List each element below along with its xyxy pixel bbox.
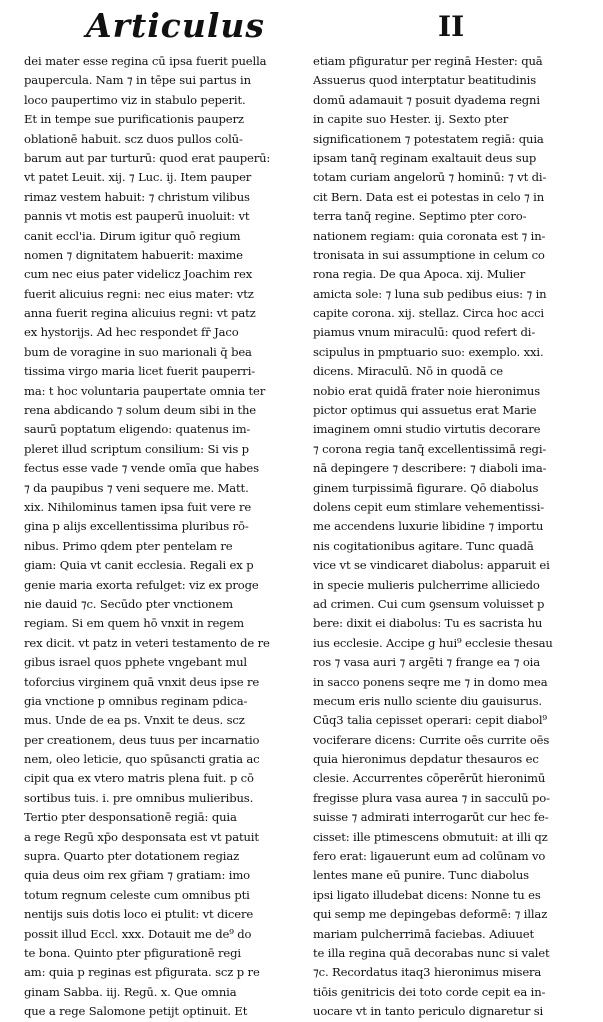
text-line: ginem turpissimā figurare. Qō diabolus bbox=[313, 480, 539, 495]
text-line: vt patet Leuit. xij. ⁊ Luc. ij. Item pauper bbox=[24, 170, 252, 185]
text-line: dicens. Miraculū. Nō in quodā ce bbox=[313, 364, 503, 379]
text-line: totum regnum celeste cum omnibus pti bbox=[24, 887, 250, 902]
text-line: genie maria exorta refulget: viz ex proge bbox=[24, 577, 259, 592]
text-line: supra. Quarto pter dotationem regiaz bbox=[24, 849, 240, 864]
text-line: pictor optimus qui assuetus erat Marie bbox=[313, 403, 537, 418]
text-line: in sacco ponens seqre me ⁊ in domo mea bbox=[313, 674, 548, 689]
text-line: nomen ⁊ dignitatem habuerit: maxime bbox=[24, 247, 243, 262]
left-column bbox=[24, 52, 299, 1022]
text-line: te bona. Quinto pter pfigurationē regi bbox=[24, 945, 241, 960]
text-line: cit Bern. Data est ei potestas in celo ⁊ in bbox=[313, 189, 545, 204]
text-line: domū adamauit ⁊ posuit dyadema regni bbox=[313, 92, 540, 107]
text-line: imaginem omni studio virtutis decorare bbox=[313, 422, 541, 437]
text-line: ipsi ligato illudebat dicens: Nonne tu es bbox=[313, 887, 541, 902]
text-line: ⁊c. Recordatus itaq3 hieronimus misera bbox=[313, 965, 542, 980]
text-line: loco paupertimo viz in stabulo peperit. bbox=[24, 92, 246, 107]
text-line: nis cogitationibus agitare. Tunc quadā bbox=[313, 538, 534, 553]
text-line: nationem regiam: quia coronata est ⁊ in- bbox=[313, 228, 546, 243]
text-line: te illa regina quā decorabas nunc si valet bbox=[313, 945, 550, 960]
text-line: tissima virgo maria licet fuerit pauperri- bbox=[24, 364, 256, 379]
text-line: rena abdicando ⁊ solum deum sibi in the bbox=[24, 403, 257, 418]
text-line: cisset: ille ptimescens obmutuit: at illi qz bbox=[313, 829, 548, 844]
text-line: pleret illud scriptum consilium: Si vis p bbox=[24, 441, 249, 456]
text-line: nobio erat quidā frater noie hieronimus bbox=[313, 383, 541, 398]
text-line: ros ⁊ vasa auri ⁊ argēti ⁊ frange ea ⁊ oia bbox=[313, 655, 541, 670]
text-line: tronisata in sui assumptione in celum co bbox=[313, 247, 545, 262]
text-line: rex dicit. vt patz in veteri testamento de re bbox=[24, 635, 270, 650]
text-line: mus. Unde de ea ps. Vnxit te deus. scz bbox=[24, 713, 245, 728]
text-line: terra tanq̄ regine. Septimo pter coro- bbox=[313, 209, 527, 224]
text-line: paupercula. Nam ⁊ in tēpe sui partus in bbox=[24, 73, 251, 88]
text-line: ginam Sabba. iij. Regū. x. Que omnia bbox=[24, 984, 237, 999]
text-line: ius ecclesie. Accipe g hui⁹ ecclesie thesau bbox=[313, 635, 553, 650]
text-line: clesie. Accurrentes cōperērūt hieronimū bbox=[313, 771, 546, 786]
text-line: gia vnctione p omnibus reginam pdica- bbox=[24, 693, 248, 708]
text-line: fregisse plura vasa aurea ⁊ in sacculū po- bbox=[313, 790, 550, 805]
text-line: nem, oleo leticie, quo spūsancti gratia ac bbox=[24, 752, 260, 767]
text-line: capite corona. xij. stellaz. Circa hoc acci bbox=[313, 306, 544, 321]
text-line: nibus. Primo qdem pter pentelam re bbox=[24, 538, 233, 553]
text-line: que a rege Salomone petijt optinuit. Et bbox=[24, 1004, 248, 1019]
text-line: rimaz vestem habuit: ⁊ christum vilibus bbox=[24, 189, 250, 204]
text-line: piamus vnum miraculū: quod refert di- bbox=[313, 325, 536, 340]
text-line: qui semp me depingebas deformē: ⁊ illaz bbox=[313, 907, 548, 922]
text-line: Assuerus quod interptatur beatitudinis bbox=[313, 73, 537, 88]
text-line: fero erat: ligauerunt eum ad colūnam vo bbox=[313, 849, 546, 864]
text-line: ad crimen. Cui cum ꝯsensum voluisset p bbox=[313, 596, 545, 611]
text-line: vociferare dicens: Currite oēs currite oēs bbox=[313, 732, 550, 747]
text-line: ma: t hoc voluntaria paupertate omnia ter bbox=[24, 383, 266, 398]
text-line: etiam pfiguratur per reginā Hester: quā bbox=[313, 54, 543, 68]
text-line: Et in tempe sue purificationis pauperz bbox=[24, 112, 244, 127]
text-line: mariam pulcherrimā faciebas. Adiuuet bbox=[313, 926, 535, 941]
text-line: nā depingere ⁊ describere: ⁊ diaboli ima- bbox=[313, 461, 547, 476]
text-line: regiam. Si em quem hō vnxit in regem bbox=[24, 616, 244, 631]
text-line: Cūq3 talia cepisset operari: cepit diabol⁹ bbox=[313, 713, 547, 728]
text-line: scipulus in pmptuario suo: exemplo. xxi. bbox=[313, 344, 544, 359]
text-line: vice vt se vindicaret diabolus: apparuit ei bbox=[313, 558, 550, 573]
text-line: suisse ⁊ admirati interrogarūt cur hec fe- bbox=[313, 810, 549, 825]
text-line: fectus esse vade ⁊ vende omīa que habes bbox=[24, 461, 259, 476]
text-line: oblationē habuit. scz duos pullos colū- bbox=[24, 131, 243, 146]
text-line: per creationem, deus tuus per incarnatio bbox=[24, 732, 260, 747]
text-line: canit eccl'ia. Dirum igitur quō regium bbox=[24, 228, 241, 243]
text-line: a rege Regū xp̄o desponsata est vt patuit bbox=[24, 829, 259, 844]
text-line: mecum eris nullo sciente diu gauisurus. bbox=[313, 693, 542, 708]
text-line: barum aut par turturū: quod erat pauperū: bbox=[24, 150, 271, 165]
text-line: tiōis genitricis dei toto corde cepit ea in- bbox=[313, 984, 546, 999]
text-line: amicta sole: ⁊ luna sub pedibus eius: ⁊ in bbox=[313, 286, 547, 301]
running-title: Articulus bbox=[86, 6, 265, 45]
text-line: Tertio pter desponsationē regiā: quia bbox=[24, 810, 237, 825]
text-line: me accendens luxurie libidine ⁊ importu bbox=[313, 519, 544, 534]
text-line: toforcius virginem quā vnxit deus ipse re bbox=[24, 674, 260, 689]
text-line: gibus israel quos pphete vngebant mul bbox=[24, 655, 247, 670]
text-line: bum de voragine in suo marionali q̄ bea bbox=[24, 344, 252, 359]
text-line: xix. Nihilominus tamen ipsa fuit vere re bbox=[24, 499, 252, 514]
text-line: saurū poptatum eligendo: quatenus im- bbox=[24, 422, 251, 437]
text-line: uocare vt in tanto periculo dignaretur si bbox=[313, 1004, 544, 1019]
folio-number: II bbox=[438, 10, 465, 43]
text-line: dolens cepit eum stimlare vehementissi- bbox=[313, 499, 545, 514]
text-line: bere: dixit ei diabolus: Tu es sacrista hu bbox=[313, 616, 543, 631]
text-line: totam curiam angelorū ⁊ hominū: ⁊ vt di- bbox=[313, 170, 547, 185]
text-line: cipit qua ex vtero matris plena fuit. p cō bbox=[24, 771, 254, 786]
text-line: pannis vt motis est pauperū inuoluit: vt bbox=[24, 209, 250, 224]
text-line: in capite suo Hester. ij. Sexto pter bbox=[313, 112, 509, 127]
text-line: anna fuerit regina alicuius regni: vt patz bbox=[24, 306, 256, 321]
text-line: lentes mane eū punire. Tunc diabolus bbox=[313, 868, 529, 883]
text-line: ⁊ corona regia tanq̄ excellentissimā regi- bbox=[313, 441, 547, 456]
text-line: cum nec eius pater videlicz Joachim rex bbox=[24, 267, 253, 282]
text-line: nentijs suis dotis loco ei ptulit: vt dicere bbox=[24, 907, 254, 922]
text-line: gina p alijs excellentissima pluribus rō- bbox=[24, 519, 249, 534]
text-line: ex hystorijs. Ad hec respondet fr̄ Jaco bbox=[24, 325, 239, 340]
text-line: nie dauid ⁊c. Secūdo pter vnctionem bbox=[24, 596, 233, 611]
text-line: possit illud Eccl. xxx. Dotauit me de⁹ do bbox=[24, 926, 252, 941]
text-line: ipsam tanq̄ reginam exaltauit deus sup bbox=[313, 150, 537, 165]
text-line: dei mater esse regina cū ipsa fuerit puella bbox=[24, 54, 267, 68]
text-line: giam: Quia vt canit ecclesia. Regali ex p bbox=[24, 558, 254, 573]
right-column bbox=[313, 52, 589, 1022]
text-line: significationem ⁊ potestatem regiā: quia bbox=[313, 131, 544, 146]
text-line: quia hieronimus depdatur thesauros ec bbox=[313, 752, 539, 767]
text-line: in specie mulieris pulcherrime alliciedo bbox=[313, 577, 540, 592]
text-line: sortibus tuis. i. pre omnibus mulieribus. bbox=[24, 790, 254, 805]
text-line: rona regia. De qua Apoca. xij. Mulier bbox=[313, 267, 526, 282]
text-line: ⁊ da paupibus ⁊ veni sequere me. Matt. bbox=[24, 480, 249, 495]
text-line: quia deus oim rex gr̄iam ⁊ gratiam: imo bbox=[24, 868, 251, 883]
text-line: am: quia p reginas est pfigurata. scz p re bbox=[24, 965, 260, 980]
text-line: fuerit alicuius regni: nec eius mater: vtz bbox=[24, 286, 254, 301]
